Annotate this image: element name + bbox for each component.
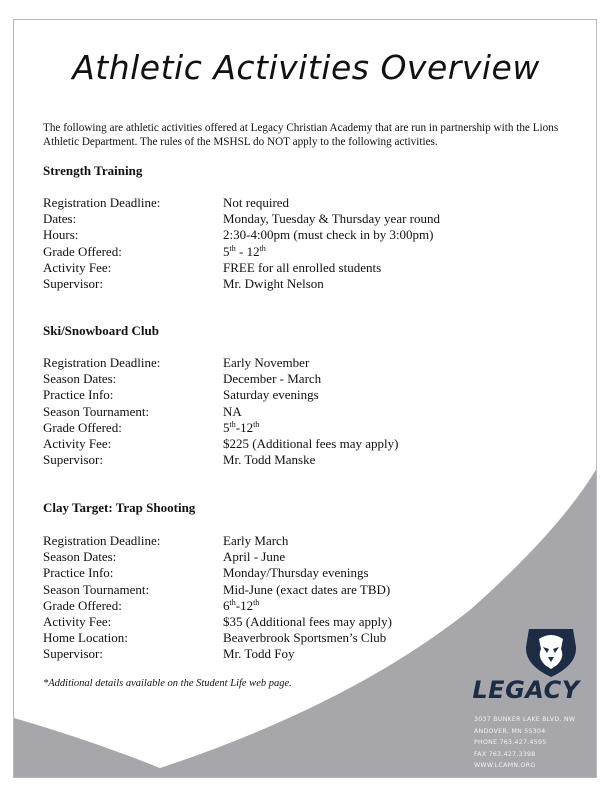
detail-label: Season Tournament: [43, 581, 150, 597]
detail-row [43, 420, 483, 436]
detail-value: Early November [223, 355, 310, 370]
detail-row [43, 646, 483, 662]
detail-label: Registration Deadline: [43, 533, 161, 548]
detail-row [43, 533, 483, 549]
detail-row [43, 227, 483, 243]
page-title: Athletic Activities Overview [72, 48, 540, 87]
detail-label: Season Tournament: [43, 403, 150, 419]
detail-row [43, 244, 483, 260]
detail-label: Season Dates: [43, 549, 117, 565]
detail-row [43, 355, 483, 371]
detail-value: Monday, Tuesday & Thursday year round [223, 211, 441, 227]
detail-row [43, 598, 483, 614]
detail-row [43, 630, 483, 646]
detail-value: Early March [223, 533, 289, 548]
detail-row [43, 195, 483, 211]
section-title-ski-snowboard: Ski/Snowboard Club [43, 323, 159, 338]
detail-value: $35 (Additional fees may apply) [223, 613, 392, 629]
section-title-strength-training: Strength Training [43, 163, 143, 178]
detail-label: Activity Fee: [43, 613, 112, 629]
detail-label: Activity Fee: [43, 259, 112, 275]
address-line: ANDOVER, MN 55304 [474, 727, 546, 735]
detail-row [43, 387, 483, 403]
section-details-ski-snowboard [43, 355, 483, 468]
detail-row [43, 582, 483, 598]
detail-row [43, 404, 483, 420]
detail-row [43, 371, 483, 387]
address-line: FAX 763.427.3398 [474, 750, 536, 758]
detail-label: Grade Offered: [43, 419, 122, 435]
detail-value-grade: 5th - 12th [223, 243, 266, 259]
detail-row [43, 565, 483, 581]
logo-wordmark: LEGACY [472, 676, 580, 704]
detail-value: December - March [223, 371, 322, 387]
detail-label: Activity Fee: [43, 435, 112, 451]
detail-label: Supervisor: [43, 275, 103, 291]
detail-label: Registration Deadline: [43, 355, 161, 370]
detail-row [43, 452, 483, 468]
section-details-strength-training [43, 195, 483, 292]
detail-label: Practice Info: [43, 387, 114, 403]
lion-logo-icon [496, 627, 606, 679]
address-line: 3037 BUNKER LAKE BLVD. NW [474, 716, 576, 723]
detail-label: Supervisor: [43, 452, 103, 468]
detail-value: Beaverbrook Sportsmen’s Club [223, 630, 387, 646]
detail-value: FREE for all enrolled students [223, 259, 382, 275]
detail-row [43, 549, 483, 565]
detail-label: Hours: [43, 227, 79, 243]
detail-label: Registration Deadline: [43, 195, 161, 210]
detail-label: Season Dates: [43, 371, 117, 387]
address-line: PHONE 763.427.4595 [474, 739, 547, 746]
footnote: *Additional details available on the Student Life web page. [43, 678, 292, 689]
detail-row [43, 276, 483, 292]
detail-row [43, 436, 483, 452]
detail-value: April - June [223, 549, 286, 565]
detail-row [43, 614, 483, 630]
detail-value: Mr. Dwight Nelson [223, 275, 324, 291]
detail-value: 2:30-4:00pm (must check in by 3:00pm) [223, 227, 434, 243]
detail-label: Grade Offered: [43, 597, 122, 613]
detail-label: Home Location: [43, 630, 128, 646]
detail-value-grade: 6th-12th [223, 597, 260, 613]
detail-value: Mr. Todd Manske [223, 452, 316, 468]
intro-paragraph: The following are athletic activities offered at Legacy Christian Academy that are run in partnership with the Lions Athletic Department. The rules of the MSHSL do NOT apply to the following activities. [43, 122, 559, 148]
section-title-trap-shooting: Clay Target: Trap Shooting [43, 500, 196, 515]
detail-value: Mr. Todd Foy [223, 646, 295, 662]
detail-value: Saturday evenings [223, 387, 319, 403]
detail-value-grade: 5th-12th [223, 419, 260, 435]
section-details-trap-shooting [43, 533, 483, 663]
detail-value: NA [223, 403, 242, 419]
detail-row [43, 260, 483, 276]
detail-value: $225 (Additional fees may apply) [223, 435, 399, 451]
detail-value: Mid-June (exact dates are TBD) [223, 581, 391, 597]
address-line: WWW.LCAMN.ORG [474, 762, 536, 769]
detail-label: Supervisor: [43, 646, 103, 662]
detail-value: Monday/Thursday evenings [223, 565, 369, 581]
detail-label: Grade Offered: [43, 243, 122, 259]
detail-value: Not required [223, 195, 290, 210]
detail-label: Practice Info: [43, 565, 114, 581]
detail-row [43, 211, 483, 227]
detail-label: Dates: [43, 211, 77, 227]
school-address [474, 714, 575, 772]
